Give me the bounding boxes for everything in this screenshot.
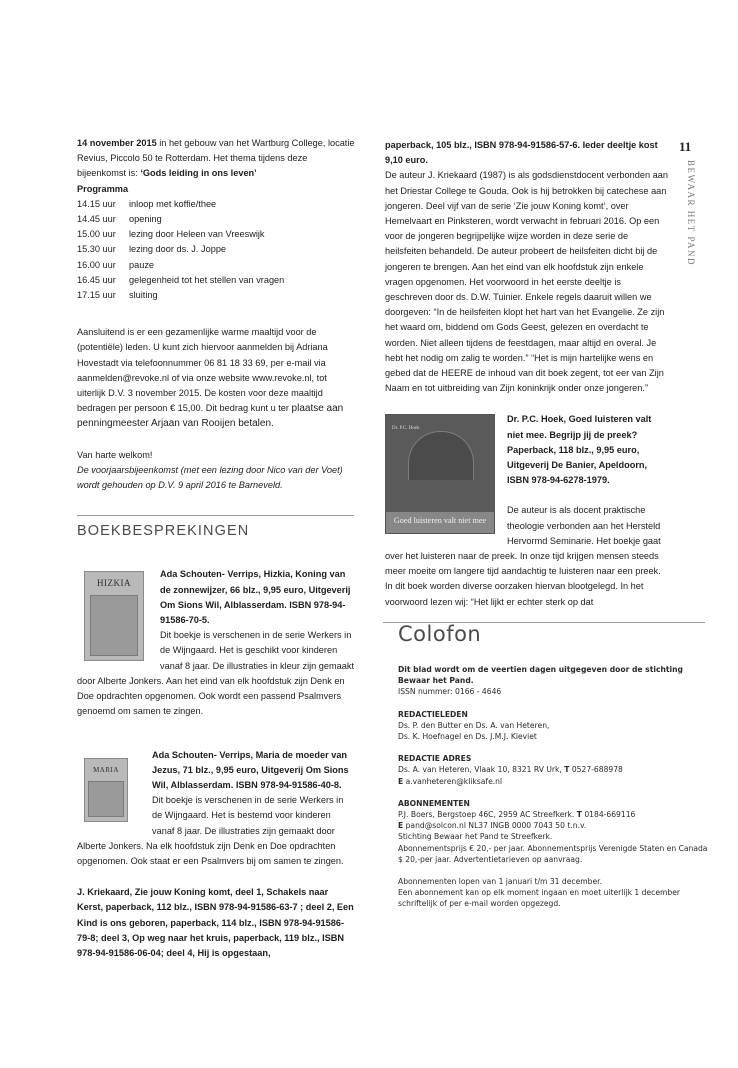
programma-time: 17.15 uur [77,290,116,301]
colofon-content [398,664,708,910]
review-maria [77,748,355,870]
section-title-boekbesprekingen: BOEKBESPREKINGEN [77,515,354,539]
abonnementen-email-bank: pand@solcon.nl NL37 INGB 0000 7043 50 t.n.v. [403,821,587,831]
review-maria-text: Dit boekje is verschenen in de serie Werkers in de Wijngaard. Het is bestemd voor kinderen vanaf 8 jaar. De illustraties zijn gemaakt door Alberte Jonkers. Na elk hoofdstuk zijn Denk en Doe opdrachten opgenomen. Ook staat er een Psalmvers bij om samen te zingen. [77,795,344,866]
programma-heading [77,182,355,197]
abonnementen-email-line [398,820,708,831]
review-hizkia [77,567,355,719]
left-column [77,136,355,961]
colofon-intro: Dit blad wordt om de veertien dagen uitgegeven door de stichting Bewaar het Pand. [398,665,683,686]
book-cover-title: MARIA [93,765,119,774]
programma-time: 14.45 uur [77,214,116,225]
redactie-adres-line [398,764,708,775]
event-theme: ‘Gods leiding in ons leven’ [140,168,257,179]
running-head: BEWAAR HET PAND [686,160,696,267]
programma-heading-text: Programma [77,183,129,194]
book-cover-title: HIZKIA [97,578,131,589]
redactieleden-line-2: Ds. K. Hoefnagel en Ds. J.M.J. Kieviet [398,732,537,742]
programma-item: gelegenheid tot het stellen van vragen [129,274,285,285]
abonnementen-address: P.J. Boers, Bergstoep 46C, 2959 AC Streefkerk. [398,810,577,820]
programma-item: pauze [129,259,155,270]
abonnementen-heading: ABONNEMENTEN [398,798,470,808]
programma-row [77,242,355,257]
redactieleden-heading: REDACTIELEDEN [398,709,468,719]
programma-time: 14.15 uur [77,198,116,209]
programma-time: 15.00 uur [77,229,116,240]
programma-item: lezing door Heleen van Vreeswijk [129,229,265,240]
abonnementen-opzeggen: Een abonnement kan op elk moment ingaan en moet uiterlijk 1 december schriftelijk of per e-mail worden opgezegd. [398,888,681,909]
programma-list [77,197,355,303]
review-hizkia-bibliographic: Ada Schouten- Verrips, Hizkia, Koning van de zonnewijzer, 66 blz., 9,95 euro, Uitgeverij Om Sions Wil, Alblasserdam. ISBN 978-94-91586-70-5. [160,569,351,626]
book-cover-illustration [88,781,124,817]
programma-item: opening [129,214,162,225]
welkom-text: Van harte welkom! [77,449,153,460]
abonnementen-email-label: E [398,821,404,831]
abonnementen-address-line [398,809,708,820]
maaltijd-text: Aansluitend is er een gezamenlijke warme maaltijd voor de (potentiële) leden. U kunt zich hiervoor aanmelden bij Adriana Hovestadt via telefoonnummer 06 81 18 33 69, per e-mail via aanmelden@revoke.nl of via onze website www.revoke.nl, tot uiterlijk D.V. 3 november 2015. De kosten voor deze maaltijd bedragen per persoon € 15,00. Dit bedrag kunt u ter [77,327,328,414]
programma-item: sluiting [129,290,158,301]
redactie-email: a.vanheteren@kliksafe.nl [403,776,503,786]
review-hizkia-text: Dit boekje is verschenen in de serie Werkers in de Wijngaard. Het is geschikt voor kinderen vanaf 8 jaar. De illustraties in kleur zijn gemaakt door Alberte Jonkers. Aan het eind van elk hoofdstuk zijn Denk en Doe opdrachten opgenomen. Ook wordt een passend Psalmvers genoemd om samen te zingen. [77,630,355,717]
abonnementen-phone-label: T [576,810,582,820]
book-cover-author: Dr. P.C. Hoek [392,426,420,432]
programma-row [77,227,355,242]
programma-item: lezing door ds. J. Joppe [129,244,227,255]
review-kriekaard-bibliographic: J. Kriekaard, Zie jouw Koning komt, deel 1, Schakels naar Kerst, paperback, 112 blz., ISBN 978-94-91586-63-7 ; deel 2, Een Kind is ons geboren, paperback, 114 blz., ISBN 978-94-91586-79-8; deel 3, Op weg naar het kruis, paperback, 119 blz., ISBN 978-94-91586-06-04; deel 4, Hij is opgestaan, [77,887,354,958]
redactie-email-label: E [398,776,404,786]
church-arch-graphic [408,431,474,480]
book-cover-maria [84,758,128,822]
review-hoek [385,412,668,609]
redactie-adres-heading: REDACTIE ADRES [398,754,472,764]
maaltijd-paragraph [77,325,355,431]
book-cover-hizkia [84,571,144,661]
event-intro-text: in het gebouw van het Wartburg College, locatie Revius, Piccolo 50 te Rotterdam. Het thema tijdens deze bijeenkomst is: [77,138,355,179]
abonnementen-looptijd: Abonnementen lopen van 1 januari t/m 31 december. [398,877,602,887]
programma-row [77,258,355,273]
programma-time: 16.45 uur [77,274,116,285]
redactie-phone-label: T [564,765,570,775]
colofon-issn: ISSN nummer: 0166 - 4646 [398,687,502,697]
review-kriekaard-text: De auteur J. Kriekaard (1987) is als godsdienstdocent verbonden aan het Driestar College te Gouda. Ook is hij betrokken bij catechese aan jongeren. Deel vijf van de serie ‘Zie jouw Koning komt’, over Hemelvaart en Pinksteren, wordt verwacht in februari 2016. Op een voor de jongeren begrijpelijke wijze worden in deze serie de heilsfeiten behandeld. De auteur probeert de heilsfeiten dicht bij de jongeren te brengen. Aan het eind van elk hoofdstuk zijn enkele vragen opgenomen. Het voorwoord in het eerste deeltje is geschreven door ds. D.W. Tuinier. Enkele regels daaruit willen we doorgeven: “In de heilsfeiten klopt het hart van het Evangelie. Ze zijn het waard om, biddend om Gods Geest, gelezen en overdacht te worden. Niet alleen tijdens de feestdagen, maar altijd en overal. Je hebt het nodig om zalig te worden.” “Het is mijn hartelijke wens en gebed dat de HEERE de inhoud van dit boek zegent, tot eer van Zijn Naam en tot uitbreiding van Zijn koninkrijk onder onze jongeren.” [385,170,668,394]
abonnementen-stichting: Stichting Bewaar het Pand te Streefkerk. [398,832,553,842]
review-kriekaard [77,885,355,961]
review-hoek-bibliographic: Dr. P.C. Hoek, Goed luisteren valt niet mee. Begrijp jij de preek? Paperback, 118 blz., 9,95 euro, Uitgeverij De Banier, Apeldoorn, ISBN 978-94-6278-1979. [507,414,652,486]
colofon-box [398,622,708,910]
programma-row [77,197,355,212]
event-date: 14 november 2015 [77,138,157,148]
programma-item: inloop met koffie/thee [129,198,217,209]
programma-time: 15.30 uur [77,244,116,255]
review-hoek-text: De auteur is als docent praktische theologie verbonden aan het Hersteld Hervormd Seminarie. Het boekje gaat over het luisteren naar de preek. In onze tijd krijgen mensen steeds meer moeite om langere tijd aandachtig te luisteren naar een preek. In dit boek worden diverse oorzaken hiervan blootgelegd. In het voorwoord lezen wij: “Het lijkt er echter sterk op dat [385,505,661,607]
event-intro [77,136,355,182]
book-cover-title: Goed luisteren valt niet mee [386,512,494,533]
programma-row [77,288,355,303]
redactieleden-line-1: Ds. P. den Butter en Ds. A. van Heteren, [398,720,550,730]
page-number: 11 [679,139,692,154]
abonnementen-prijzen: Abonnementsprijs € 20,- per jaar. Abonnementsprijs Verenigde Staten en Canada $ 20,-per jaar. Advertentietarieven op aanvraag. [398,843,708,864]
voorjaar-text: De voorjaarsbijeenkomst (met een lezing door Nico van der Voet) wordt gehouden op D.V. 9 april 2016 te Barneveld. [77,464,343,491]
colofon-title: Colofon [398,622,482,646]
programma-row [77,212,355,227]
programma-time: 16.00 uur [77,259,116,270]
maaltijd-text-large: plaatse aan penningmeester Arjaan van Rooijen betalen. [77,403,344,430]
redactie-adres-text: Ds. A. van Heteren, Vlaak 10, 8321 RV Urk, [398,765,565,775]
review-kriekaard-continued: paperback, 105 blz., ISBN 978-94-91586-57-6. Ieder deeltje kost 9,10 euro. [385,140,658,166]
redactie-email-line [398,776,708,787]
review-maria-bibliographic: Ada Schouten- Verrips, Maria de moeder van Jezus, 71 blz., 9,95 euro, Uitgeverij Om Sions Wil, Alblasserdam. ISBN 978-94-91586-40-8. [152,749,349,790]
right-column [385,138,668,610]
book-cover-photo [386,415,494,512]
book-cover-illustration [90,595,138,657]
abonnementen-phone: 0184-669116 [581,810,636,820]
book-cover-goed-luisteren [385,414,495,534]
redactie-phone: 0527-688978 [569,765,623,775]
programma-row [77,273,355,288]
